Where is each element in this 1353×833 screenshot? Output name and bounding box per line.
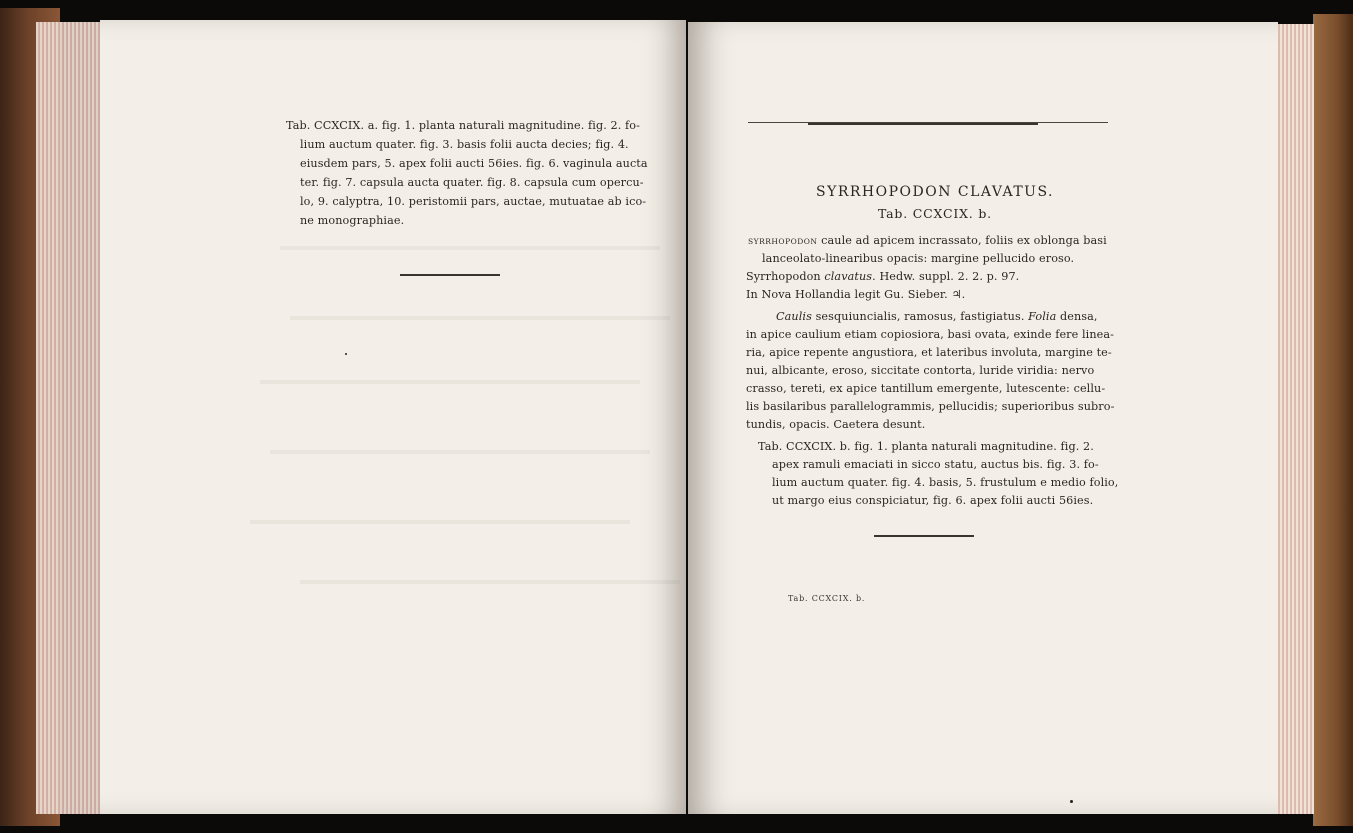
figure-caption-line: lium auctum quater. fig. 4. basis, 5. frustulum e medio folio, (772, 476, 1119, 489)
figure-caption-line: Tab. CCXCIX. a. fig. 1. planta naturali magnitudine. fig. 2. fo- (286, 119, 641, 132)
description-line: nui, albicante, eroso, siccitate contorta, luride viridia: nervo (746, 364, 1095, 377)
ink-speck (1070, 800, 1073, 803)
description-line: lis basilaribus parallelogrammis, pellucidis; superioribus subro- (746, 400, 1115, 413)
section-rule (874, 535, 974, 537)
left-page (100, 20, 686, 814)
bleed-through (300, 580, 680, 584)
bleed-through (260, 380, 640, 384)
right-page (688, 22, 1278, 814)
bleed-through (250, 520, 630, 524)
diagnosis-line: lanceolato-linearibus opacis: margine pellucido eroso. (762, 252, 1075, 265)
synonym-line: Syrrhopodon clavatus. Hedw. suppl. 2. 2. p. 97. (746, 270, 1020, 283)
book-cover-right (1313, 14, 1353, 826)
description-line: ria, apice repente angustiora, et lateribus involuta, margine te- (746, 346, 1112, 359)
figure-caption-line: lo, 9. calyptra, 10. peristomii pars, auctae, mutuatae ab ico- (300, 195, 647, 208)
description-line: Caulis sesquiuncialis, ramosus, fastigiatus. Folia densa, (776, 310, 1098, 323)
page-edges-right (1276, 24, 1314, 814)
bleed-through (270, 450, 650, 454)
ink-speck (345, 353, 347, 355)
page-edges-left (36, 22, 106, 814)
figure-caption-line: lium auctum quater. fig. 3. basis folii aucta decies; fig. 4. (300, 138, 629, 151)
description-line: in apice caulium etiam copiosiora, basi ovata, exinde fere linea- (746, 328, 1115, 341)
bleed-through (280, 246, 660, 250)
locality-line: In Nova Hollandia legit Gu. Sieber. ♃. (746, 288, 966, 301)
species-title: SYRRHOPODON CLAVATUS. (816, 184, 1055, 200)
section-rule (400, 274, 500, 276)
header-rule-bold (808, 123, 1038, 125)
figure-caption-line: ut margo eius conspiciatur, fig. 6. apex folii aucti 56ies. (772, 494, 1094, 507)
figure-caption-line: ter. fig. 7. capsula aucta quater. fig. 8. capsula cum opercu- (300, 176, 644, 189)
plate-reference: Tab. CCXCIX. b. (878, 206, 992, 221)
bleed-through (290, 316, 670, 320)
diagnosis-line: SYRRHOPODON caule ad apicem incrassato, foliis ex oblonga basi (748, 234, 1107, 247)
description-line: tundis, opacis. Caetera desunt. (746, 418, 926, 431)
figure-caption-line: apex ramuli emaciati in sicco statu, auctus bis. fig. 3. fo- (772, 458, 1099, 471)
figure-caption-line: ne monographiae. (300, 214, 405, 227)
figure-caption-line: Tab. CCXCIX. b. fig. 1. planta naturali magnitudine. fig. 2. (758, 440, 1094, 453)
plate-footer: Tab. CCXCIX. b. (788, 594, 866, 603)
figure-caption-line: eiusdem pars, 5. apex folii aucti 56ies. fig. 6. vaginula aucta (300, 157, 648, 170)
description-line: crasso, tereti, ex apice tantillum emergente, lutescente: cellu- (746, 382, 1106, 395)
genus-smallcaps: SYRRHOPODON (748, 237, 818, 246)
